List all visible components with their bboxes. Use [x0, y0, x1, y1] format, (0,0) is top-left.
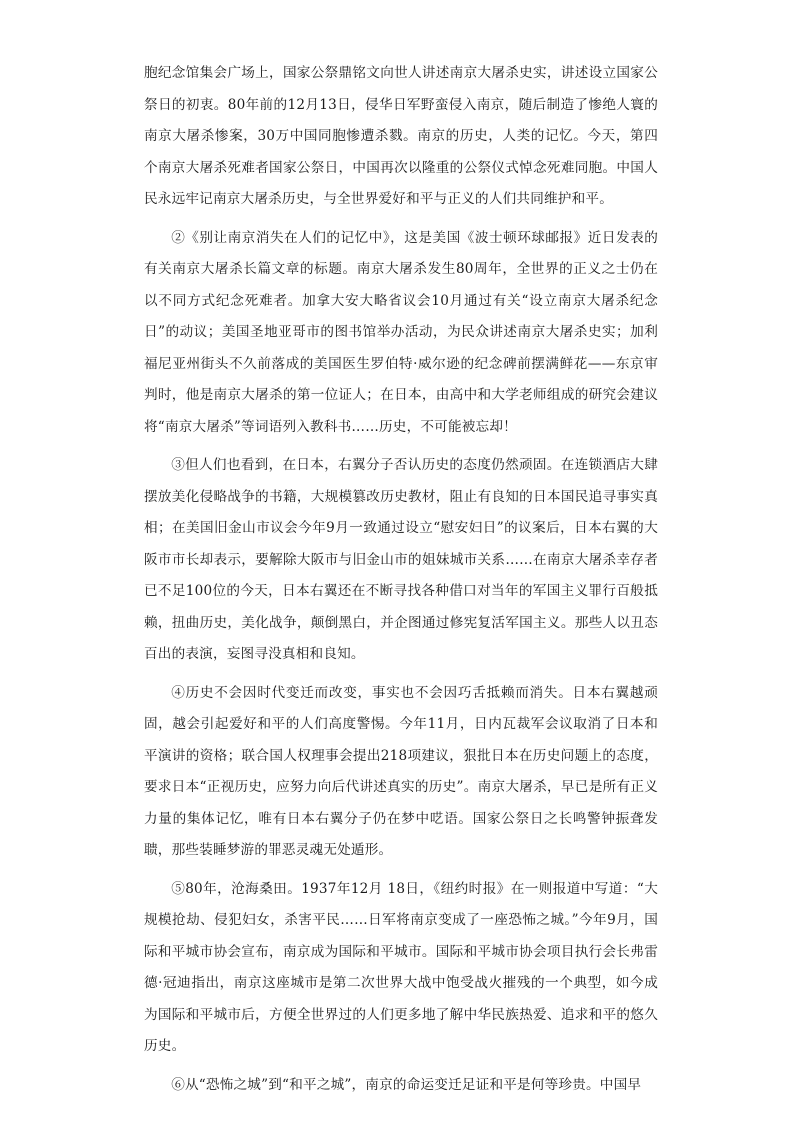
paragraph-1-continued: 胞纪念馆集会广场上，国家公祭鼎铭文向世人讲述南京大屠杀史实，讲述设立国家公祭日的初衷。80年前的12月13日，侵华日军野蛮侵入南京，随后制造了惨绝人寰的南京大屠杀惨案，30万中国同胞惨遭杀戮。南京的历史，人类的记忆。今天，第四个南京大屠杀死难者国家公祭日，中国再次以隆重的公祭仪式悼念死难同胞。中国人民永远牢记南京大屠杀历史，与全世界爱好和平与正义的人们共同维护和平。: [144, 65, 658, 207]
article-body: [144, 58, 658, 1108]
paragraph-2: ②《别让南京消失在人们的记忆中》，这是美国《波士顿环球邮报》近日发表的有关南京大屠杀长篇文章的标题。南京大屠杀发生80周年，全世界的正义之士仍在以不同方式纪念死难者。加拿大安大略省议会10月通过有关“设立南京大屠杀纪念日”的动议；美国圣地亚哥市的图书馆举办活动，为民众讲述南京大屠杀史实；加利福尼亚州街头不久前落成的美国医生罗伯特·威尔逊的纪念碑前摆满鲜花——东京审判时，他是南京大屠杀的第一位证人；在日本，由高中和大学老师组成的研究会建议将“南京大屠杀”等词语列入教科书……历史，不可能被忘却！: [144, 229, 658, 435]
paragraph-4: ④历史不会因时代变迁而改变，事实也不会因巧舌抵赖而消失。日本右翼越顽固，越会引起爱好和平的人们高度警惕。今年11月，日内瓦裁军会议取消了日本和平演讲的资格；联合国人权理事会提出218项建议，狠批日本在历史问题上的态度，要求日本“正视历史，应努力向后代讲述真实的历史”。南京大屠杀，早已是所有正义力量的集体记忆，唯有日本右翼分子仍在梦中呓语。国家公祭日之长鸣警钟振聋发聩，那些装睡梦游的罪恶灵魂无处遁形。: [144, 684, 658, 858]
paragraph-5: ⑤80年，沧海桑田。1937年12月 18日，《纽约时报》在一则报道中写道：“大规模抢劫、侵犯妇女，杀害平民……日军将南京变成了一座恐怖之城。”今年9月，国际和平城市协会宣布，南京成为国际和平城市。国际和平城市协会项目执行会长弗雷德·冠迪指出，南京这座城市是第二次世界大战中饱受战火摧残的一个典型，如今成为国际和平城市后，方便全世界过的人们更多地了解中华民族热爱、追求和平的悠久历史。: [144, 880, 658, 1054]
paragraph-3: ③但人们也看到，在日本，右翼分子否认历史的态度仍然顽固。在连锁酒店大肆摆放美化侵略战争的书籍，大规模篡改历史教材，阻止有良知的日本国民追寻事实真相；在美国旧金山市议会今年9月一致通过设立“慰安妇日”的议案后，日本右翼的大阪市市长却表示，要解除大阪市与旧金山市的姐妹城市关系……在南京大屠杀幸存者已不足100位的今天，日本右翼还在不断寻找各种借口对当年的军国主义罪行百般抵赖，扭曲历史，美化战争，颠倒黑白，并企图通过修宪复活军国主义。那些人以丑态百出的表演，妄图寻没真相和良知。: [144, 457, 658, 662]
paragraph-6: ⑥从“恐怖之城”到“和平之城”，南京的命运变迁足证和平是何等珍贵。中国早: [171, 1076, 642, 1093]
